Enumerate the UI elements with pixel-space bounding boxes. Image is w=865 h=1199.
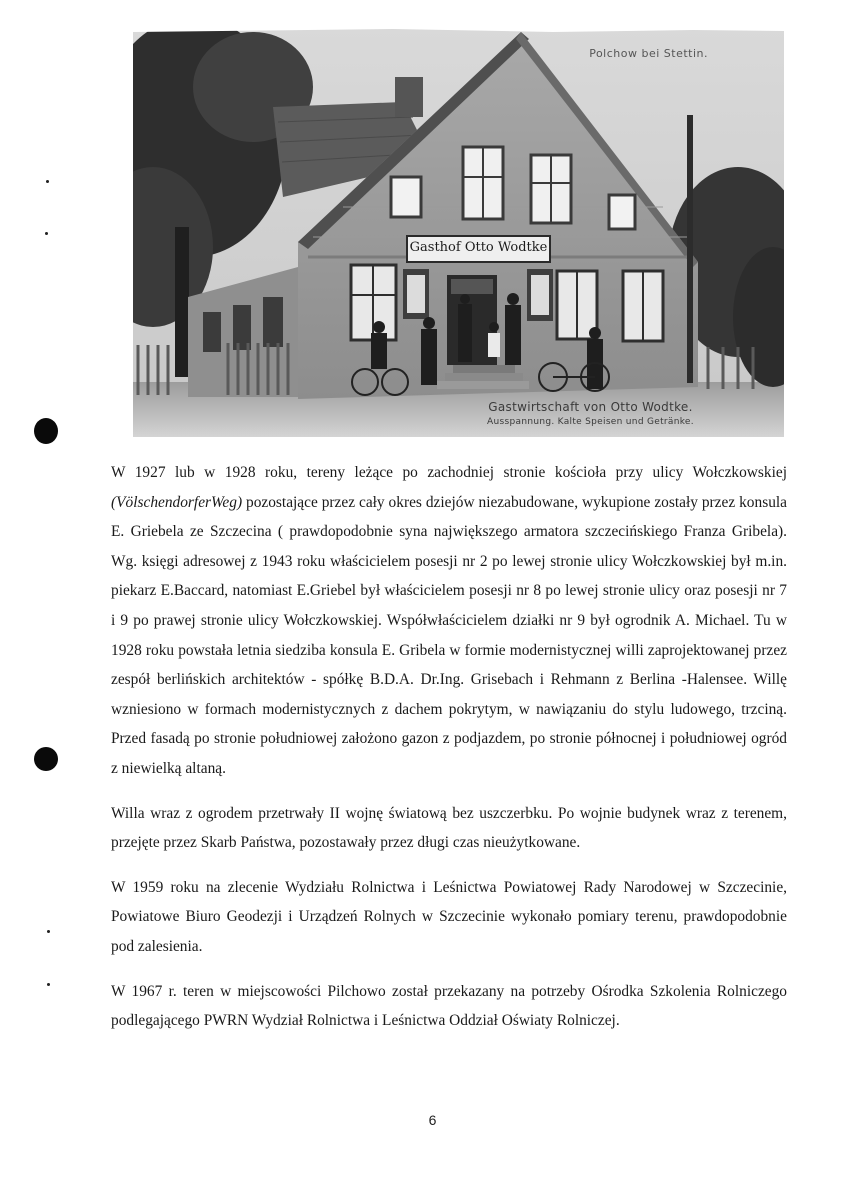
scan-speck [47,983,50,986]
historical-photo-inn [133,27,784,437]
street-name-german: (VölschendorferWeg) [111,493,243,511]
punch-hole-top [34,418,58,444]
body-text [111,458,787,1051]
paragraph-4: W 1967 r. teren w miejscowości Pilchowo został przekazany na potrzeby Ośrodka Szkolenia Rolniczego podlegającego PWRN Wydział Rolnictwa i Leśnictwa Oddział Oświaty Rolniczej. [111,982,787,1030]
paragraph-2: Willa wraz z ogrodem przetrwały II wojnę światową bez uszczerbku. Po wojnie budynek wraz z terenem, przejęte przez Skarb Państwa, pozostawały przez długi czas nieużytkowane. [111,804,787,852]
scan-speck [46,180,49,183]
photo-caption-sub: Ausspannung. Kalte Speisen und Getränke. [487,417,694,427]
paragraph-3: W 1959 roku na zlecenie Wydziału Rolnictwa i Leśnictwa Powiatowej Rady Narodowej w Szczecinie, Powiatowe Biuro Geodezji i Urządzeń Rolnych w Szczecinie wykonało pomiary terenu, prawdopodobnie pod zalesienia. [111,878,787,955]
paragraph-1-end: pozostające przez cały okres dziejów niezabudowane, wykupione zostały przez konsula E. Griebela ze Szczecina ( prawdopodobnie syna największego armatora szczecińskiego Franza Gribela). Wg. księgi adresowej z 1943 roku właścicielem posesji nr 2 po lewej stronie ulicy Wołczkowskiej był m.in. piekarz E.Baccard, natomiast E.Griebel był właścicielem posesji nr 8 po lewej stronie ulicy oraz posesji nr 7 i 9 po prawej stronie ulicy Wołczkowskiej. Współwłaścicielem działki nr 9 był ogrodnik A. Michael. Tu w 1928 roku powstała letnia siedziba konsula E. Gribela w formie modernistycznej willi zaprojektowanej przez zespół berlińskich architektów - spółkę B.D.A. Dr.Ing. Grisebach i Rehmann z Berlina -Halensee. Willę wzniesiono w formach modernistycznych z dachem pokrytym, w nawiązaniu do stylu ludowego, trzciną. Przed fasadą po stronie południowej założono gazon z podjazdem, po stronie północnej i południowej ogród z niewielką altaną. [111,493,787,777]
page-number: 6 [428,1112,437,1128]
paragraph-1 [111,458,787,784]
scan-speck [45,232,48,235]
photo-corner-caption: Polchow bei Stettin. [589,47,708,60]
punch-hole-bottom [34,747,58,771]
photo-caption-main: Gastwirtschaft von Otto Wodtke. [488,400,693,414]
scan-speck [47,930,50,933]
paragraph-1-start: W 1927 lub w 1928 roku, tereny leżące po zachodniej stronie kościoła przy ulicy Wołczkowskiej [111,464,787,481]
inn-sign: Gasthof Otto Wodtke [406,235,551,263]
